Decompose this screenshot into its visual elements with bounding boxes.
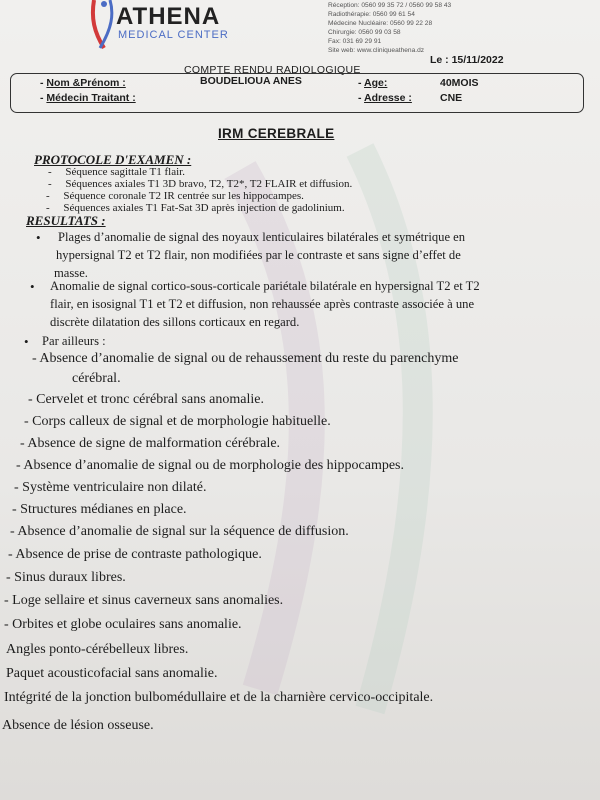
report-page: ATHENA MEDICAL CENTER Réception: 0560 99 35 72 / 0560 99 58 43 Radiothérapie: 0560 99 61 54 Médecine Nucléaire: 0560 99 22 28 Chirurgie: 0560 99 03 58 Fax: 031 69 29 91 Site web: www.cliniqueathena.dz Le : 15/11/2022 COMPTE RENDU RADIOLOGIQUE - Nom &Prénom : BOUDELIOUA ANES - Age: 40MOIS - Médecin Traitant : - Adresse : CNE IRM CEREBRALE PROTOCOLE D'EXAMEN : - Séquence sagittale T1 flair. - Séquences axiales T1 3D bravo, T2, T2*, T2 FLAIR et diffusion. - Séquence coronale T2 IR centrée sur les hippocampes. - Séquences axiales T1 Fat-Sat 3D après injection de gadolinium. RESULTATS : • Plages d’anomalie de signal des noyaux lenticulaires bilatérales et symétrique en hypersignal T2 et T2 flair, non modifiées par le contraste et sans signe d’effet de masse. • Anomalie de signal cortico-sous-corticale pariétale bilatérale en hypersignal T2 et T2 flair, en isosignal T1 et T2 et diffusion, non rehaussée après contraste associée à une discrète dilatation des sillons corticaux en regard. • Par ailleurs : - Absence d’anomalie de signal ou de rehaussement du reste du parenchyme cérébral. - Cervelet et tronc cérébral sans anomalie. - Corps calleux de signal et de morphologie habituelle. - Absence de signe de malformation cérébrale. - Absence d’anomalie de signal ou de morphologie des hippocampes. - Système ventriculaire non dilaté. - Structures médianes en place. - Absence d’anomalie de signal sur la séquence de diffusion. - Absence de prise de contraste pathologique. - Sinus duraux libres. - Loge sellaire et sinus caverneux sans anomalies. - Orbites et globe oculaires sans anomalie. Angles ponto-cérébelleux libres. Paquet acousticofacial sans anomalie. Intégrité de la jonction bulbomédullaire et de la charnière cervico-occipitale. Absence de lésion osseuse. — [0, 0, 600, 800]
list-item: Intégrité de la jonction bulbomédullaire et de la charnière cervico-occipitale. — [4, 690, 434, 705]
age-row: - Age: — [358, 77, 388, 89]
doctor-row: - Médecin Traitant : — [40, 92, 136, 104]
age-label: Age: — [364, 77, 388, 89]
doctor-label: Médecin Traitant : — [46, 92, 136, 104]
contact-line: Chirurgie: 0560 99 03 58 — [328, 29, 401, 36]
logo-mark-icon — [88, 0, 118, 52]
name-value: BOUDELIOUA ANES — [200, 75, 302, 87]
protocol-item: - Séquence coronale T2 IR centrée sur les hippocampes. — [46, 190, 304, 202]
list-item: cérébral. — [72, 371, 121, 386]
list-item: - Sinus duraux libres. — [6, 570, 126, 585]
contact-line: Radiothérapie: 0560 99 61 54 — [328, 11, 415, 18]
report-date: Le : 15/11/2022 — [430, 54, 504, 66]
list-item: - Cervelet et tronc cérébral sans anomalie. — [28, 392, 264, 407]
list-item: - Absence d’anomalie de signal ou de morphologie des hippocampes. — [16, 458, 405, 473]
bullet-icon: • — [24, 334, 29, 349]
address-label: Adresse : — [364, 92, 412, 104]
protocol-item: - Séquences axiales T1 3D bravo, T2, T2*, T2 FLAIR et diffusion. — [48, 178, 353, 190]
report-title: COMPTE RENDU RADIOLOGIQUE — [184, 64, 361, 76]
list-item: - Structures médianes en place. — [12, 502, 187, 517]
protocol-heading: PROTOCOLE D'EXAMEN : — [34, 152, 192, 167]
bullet-icon: • — [30, 279, 35, 294]
clinic-logo — [88, 0, 238, 52]
age-value: 40MOIS — [440, 77, 479, 89]
name-row: - Nom &Prénom : — [40, 77, 126, 89]
contact-line: Fax: 031 69 29 91 — [328, 38, 382, 45]
name-label: Nom &Prénom : — [46, 77, 126, 89]
list-item: - Absence d’anomalie de signal sur la séquence de diffusion. — [10, 524, 349, 539]
contact-line: Site web: www.cliniqueathena.dz — [328, 47, 425, 54]
results-heading: RESULTATS : — [26, 213, 106, 228]
list-item: - Absence de prise de contraste pathologique. — [8, 547, 262, 562]
brand-subtitle: MEDICAL CENTER — [118, 29, 229, 41]
list-item: Angles ponto-cérébelleux libres. — [6, 642, 189, 657]
contact-line: Réception: 0560 99 35 72 / 0560 99 58 43 — [328, 2, 452, 9]
list-item: - Système ventriculaire non dilaté. — [14, 480, 207, 495]
list-item: - Absence d’anomalie de signal ou de rehaussement du reste du parenchyme — [32, 351, 459, 366]
address-row: - Adresse : — [358, 92, 412, 104]
list-item: - Orbites et globe oculaires sans anomalie. — [4, 617, 242, 632]
list-item: - Absence de signe de malformation cérébrale. — [20, 436, 281, 451]
list-item: - Corps calleux de signal et de morphologie habituelle. — [24, 414, 331, 429]
address-value: CNE — [440, 92, 463, 104]
contact-line: Médecine Nucléaire: 0560 99 22 28 — [328, 20, 433, 27]
protocol-item: - Séquence sagittale T1 flair. — [48, 166, 185, 178]
list-item: Absence de lésion osseuse. — [2, 718, 154, 733]
contact-block — [328, 1, 451, 55]
brand-name: ATHENA — [116, 3, 221, 30]
list-item: Paquet acousticofacial sans anomalie. — [6, 666, 218, 681]
list-item: - Loge sellaire et sinus caverneux sans anomalies. — [4, 593, 284, 608]
bullet-icon: • — [36, 230, 41, 245]
protocol-item: - Séquences axiales T1 Fat-Sat 3D après injection de gadolinium. — [46, 202, 345, 214]
exam-title: IRM CEREBRALE — [218, 126, 335, 141]
